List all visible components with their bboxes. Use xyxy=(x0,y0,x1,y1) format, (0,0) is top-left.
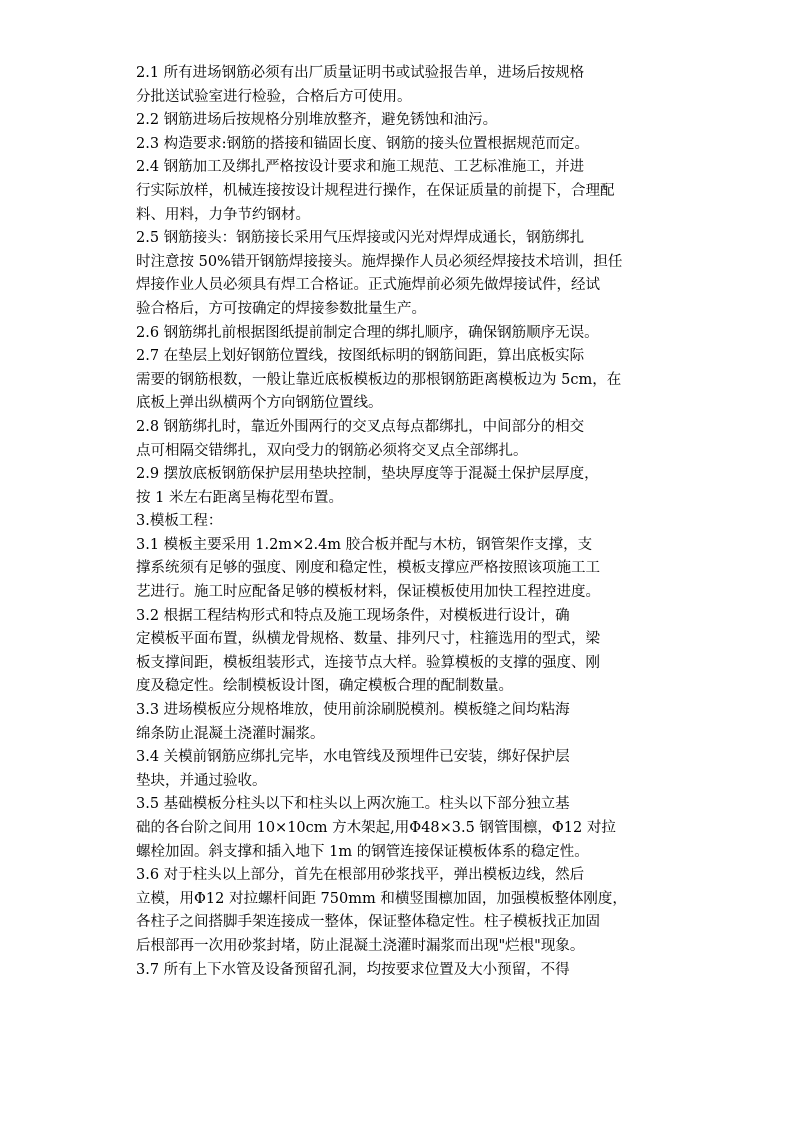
text-line: 立模，用Φ12 对拉螺杆间距 750mm 和横竖围檩加固，加强模板整体刚度， xyxy=(136,890,627,907)
text-line: 础的各台阶之间用 10×10cm 方木架起,用Φ48×3.5 钢管围檩，Φ12 对拉 xyxy=(136,820,616,836)
text-line: 度及稳定性。绘制模板设计图，确定模板合理的配制数量。 xyxy=(136,678,513,695)
text-line: 撑系统须有足够的强度、刚度和稳定性，模板支撑应严格按照该项施工工 xyxy=(136,560,600,577)
text-line: 底板上弹出纵横两个方向钢筋位置线。 xyxy=(136,395,383,412)
text-line: 2.2 钢筋进场后按规格分别堆放整齐，避免锈蚀和油污。 xyxy=(136,112,498,129)
text-line: 2.9 摆放底板钢筋保护层用垫块控制，垫块厚度等于混凝土保护层厚度， xyxy=(136,466,599,483)
text-line: 3.4 关模前钢筋应绑扎完毕，水电管线及预埋件已安装，绑好保护层 xyxy=(136,749,570,766)
text-line: 2.7 在垫层上划好钢筋位置线，按图纸标明的钢筋间距，算出底板实际 xyxy=(136,348,585,365)
text-line: 2.5 钢筋接头：钢筋接长采用气压焊接或闪光对焊焊成通长，钢筋绑扎 xyxy=(136,230,585,247)
text-line: 焊接作业人员必须具有焊工合格证。正式施焊前必须先做焊接试件，经试 xyxy=(136,277,600,294)
text-line: 行实际放样，机械连接按设计规程进行操作，在保证质量的前提下，合理配 xyxy=(136,182,615,199)
document-page xyxy=(136,62,666,982)
text-line: 后根部再一次用砂浆封堵，防止混凝土浇灌时漏浆而出现"烂根"现象。 xyxy=(136,937,585,954)
text-line: 3.7 所有上下水管及设备预留孔洞，均按要求位置及大小预留，不得 xyxy=(136,961,570,978)
text-line: 点可相隔交错绑扎，双向受力的钢筋必须将交叉点全部绑扎。 xyxy=(136,442,528,459)
text-line: 2.3 构造要求:钢筋的搭接和锚固长度、钢筋的接头位置根据规范而定。 xyxy=(136,135,590,152)
text-line: 螺栓加固。斜支撑和插入地下 1m 的钢管连接保证模板体系的稳定性。 xyxy=(136,843,589,860)
text-line: 2.6 钢筋绑扎前根据图纸提前制定合理的绑扎顺序，确保钢筋顺序无误。 xyxy=(136,324,599,341)
text-line: 3.2 根据工程结构形式和特点及施工现场条件，对模板进行设计，确 xyxy=(136,607,570,624)
text-line: 按 1 米左右距离呈梅花型布置。 xyxy=(136,489,343,506)
text-line: 3.6 对于柱头以上部分，首先在根部用砂浆找平，弹出模板边线，然后 xyxy=(136,867,585,884)
text-line: 3.1 模板主要采用 1.2m×2.4m 胶合板并配与木枋，钢管架作支撑，支 xyxy=(136,536,593,553)
text-line: 料、用料，力争节约钢材。 xyxy=(136,206,310,223)
text-line: 时注意按 50%错开钢筋焊接接头。施焊操作人员必须经焊接技术培训，担任 xyxy=(136,253,623,270)
text-line: 验合格后，方可按确定的焊接参数批量生产。 xyxy=(136,300,426,317)
text-line: 需要的钢筋根数，一般让靠近底板模板边的那根钢筋距离模板边为 5cm，在 xyxy=(136,371,622,388)
text-line: 定模板平面布置，纵横龙骨规格、数量、排列尺寸，柱箍选用的型式，梁 xyxy=(136,631,600,648)
text-line: 2.1 所有进场钢筋必须有出厂质量证明书或试验报告单，进场后按规格 xyxy=(136,65,585,81)
text-line: 分批送试验室进行检验，合格后方可使用。 xyxy=(136,88,412,105)
text-line: 3.3 进场模板应分规格堆放，使用前涂刷脱模剂。模板缝之间均粘海 xyxy=(136,702,570,719)
text-line: 2.4 钢筋加工及绑扎严格按设计要求和施工规范、工艺标准施工，并进 xyxy=(136,159,585,176)
text-line: 绵条防止混凝土浇灌时漏浆。 xyxy=(136,725,325,742)
text-line: 板支撑间距，模板组装形式，连接节点大样。验算模板的支撑的强度、刚 xyxy=(136,654,600,671)
document-body xyxy=(136,62,666,982)
text-line: 2.8 钢筋绑扎时，靠近外围两行的交叉点每点都绑扎，中间部分的相交 xyxy=(136,418,585,435)
section-heading: 3.模板工程： xyxy=(136,513,223,530)
text-line: 各柱子之间搭脚手架连接成一整体，保证整体稳定性。柱子模板找正加固 xyxy=(136,914,600,931)
text-line: 艺进行。施工时应配备足够的模板材料，保证模板使用加快工程控进度。 xyxy=(136,584,600,601)
text-line: 3.5 基础模板分柱头以下和柱头以上两次施工。柱头以下部分独立基 xyxy=(136,796,570,813)
text-line: 垫块，并通过验收。 xyxy=(136,772,267,789)
